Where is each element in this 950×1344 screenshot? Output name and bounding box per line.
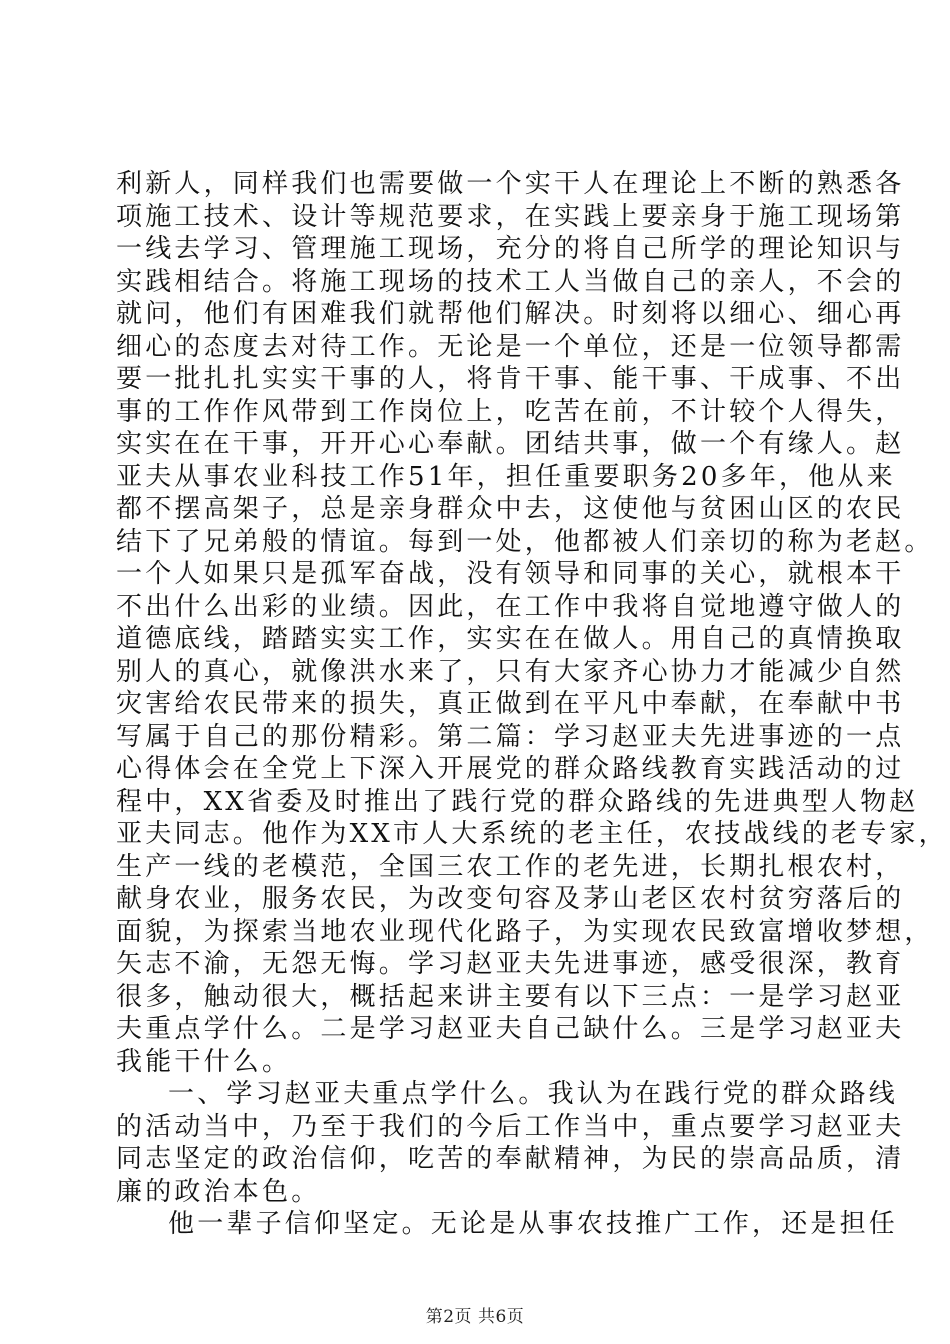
text-line: 矢志不渝，无怨无悔。学习赵亚夫先进事迹，感受很深，教育 [116, 949, 905, 979]
text-line: 别人的真心，就像洪水来了，只有大家齐心协力才能减少自然 [116, 656, 905, 687]
text-line: 我能干什么。 [116, 1046, 292, 1077]
text-line: 很多，触动很大，概括起来讲主要有以下三点：一是学习赵亚 [116, 981, 905, 1012]
text-line: 夫重点学什么。二是学习赵亚夫自己缺什么。三是学习赵亚夫 [116, 1014, 905, 1044]
paragraph-start-line: 一、学习赵亚夫重点学什么。我认为在践行党的群众路线 [168, 1079, 899, 1109]
text-line: 面貌，为探索当地农业现代化路子，为实现农民致富增收梦想， [116, 916, 934, 947]
text-line: 结下了兄弟般的情谊。每到一处，他都被人们亲切的称为老赵。 [116, 526, 934, 557]
text-line: 不出什么出彩的业绩。因此，在工作中我将自觉地遵守做人的 [116, 591, 905, 622]
text-line: 灾害给农民带来的损失，真正做到在平凡中奉献，在奉献中书 [116, 689, 905, 719]
text-line: 一线去学习、管理施工现场，充分的将自己所学的理论知识与 [116, 234, 905, 264]
text-line: 心得体会在全党上下深入开展党的群众路线教育实践活动的过 [116, 754, 905, 784]
text-line: 道德底线，踏踏实实工作，实实在在做人。用自己的真情换取 [116, 624, 905, 654]
page-number-footer: 第2页 共6页 [425, 1307, 525, 1327]
text-line: 亚夫从事农业科技工作51年，担任重要职务20多年，他从来 [116, 461, 896, 492]
text-line: 实践相结合。将施工现场的技术工人当做自己的亲人，不会的 [116, 266, 905, 297]
text-line: 事的工作作风带到工作岗位上，吃苦在前，不计较个人得失， [116, 396, 905, 427]
text-line: 细心的态度去对待工作。无论是一个单位，还是一位领导都需 [116, 331, 905, 362]
text-line: 一个人如果只是孤军奋战，没有领导和同事的关心，就根本干 [116, 559, 905, 589]
text-line: 写属于自己的那份精彩。第二篇：学习赵亚夫先进事迹的一点 [116, 721, 905, 752]
text-line: 献身农业，服务农民，为改变句容及茅山老区农村贫穷落后的 [116, 884, 905, 914]
text-line: 就问，他们有困难我们就帮他们解决。时刻将以细心、细心再 [116, 299, 905, 329]
text-line: 程中，XX省委及时推出了践行党的群众路线的先进典型人物赵 [116, 786, 919, 817]
text-line: 亚夫同志。他作为XX市人大系统的老主任，农技战线的老专家， [116, 819, 948, 849]
text-line: 都不摆高架子，总是亲身群众中去，这使他与贫困山区的农民 [116, 494, 905, 524]
body-text [116, 168, 948, 1241]
text-line: 利新人，同样我们也需要做一个实干人在理论上不断的熟悉各 [116, 169, 905, 199]
text-line: 项施工技术、设计等规范要求，在实践上要亲身于施工现场第 [116, 201, 905, 232]
text-line: 的活动当中，乃至于我们的今后工作当中，重点要学习赵亚夫 [116, 1111, 905, 1142]
text-line: 廉的政治本色。 [116, 1176, 321, 1207]
paragraph-start-line: 他一辈子信仰坚定。无论是从事农技推广工作，还是担任 [168, 1209, 899, 1239]
text-line: 生产一线的老模范，全国三农工作的老先进，长期扎根农村， [116, 851, 905, 882]
text-line: 要一批扎扎实实干事的人，将肯干事、能干事、干成事、不出 [116, 364, 905, 394]
text-line: 同志坚定的政治信仰，吃苦的奉献精神，为民的崇高品质，清 [116, 1144, 905, 1174]
text-line: 实实在在干事，开开心心奉献。团结共事，做一个有缘人。赵 [116, 429, 905, 459]
